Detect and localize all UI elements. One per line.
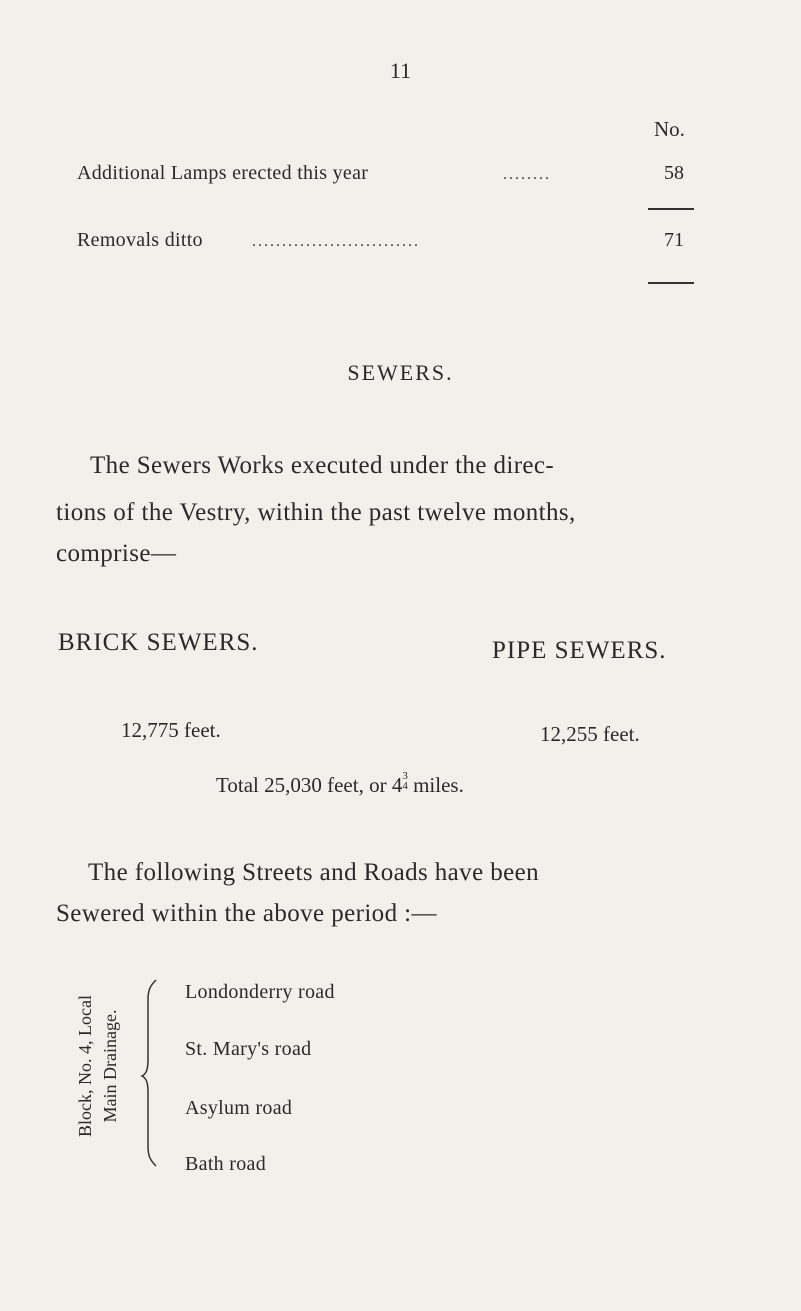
lamps-column-header: No. bbox=[654, 117, 685, 141]
brick-sewers-length: 12,775 feet. bbox=[121, 718, 221, 742]
intro-paragraph-line-1: The Sewers Works executed under the direc- bbox=[90, 452, 555, 479]
fraction-denominator: 4 bbox=[402, 780, 408, 792]
total-line bbox=[216, 771, 464, 798]
fraction-numerator: 3 bbox=[402, 770, 408, 782]
total-prefix: Total 25,030 feet, or 4 bbox=[216, 773, 403, 797]
lamps-row-value-removals: 71 bbox=[664, 229, 684, 251]
section-heading: SEWERS. bbox=[347, 360, 454, 385]
total-suffix: miles. bbox=[407, 773, 464, 797]
block-label-line-2: Main Drainage. bbox=[100, 1009, 120, 1123]
lamps-row-value-additional: 58 bbox=[664, 162, 684, 184]
streets-paragraph-line-2: Sewered within the above period :— bbox=[56, 900, 437, 927]
lamps-row-label-removals: Removals ditto bbox=[77, 229, 203, 251]
street-item: Londonderry road bbox=[185, 981, 335, 1003]
intro-paragraph-line-2: tions of the Vestry, within the past twelve months, bbox=[56, 499, 576, 526]
table-rule bbox=[648, 282, 694, 284]
streets-paragraph-line-1: The following Streets and Roads have been bbox=[88, 859, 540, 886]
pipe-sewers-heading: PIPE SEWERS. bbox=[492, 637, 667, 664]
page-number: 11 bbox=[389, 58, 412, 83]
table-rule bbox=[648, 208, 694, 210]
block-label bbox=[73, 955, 133, 1177]
lamps-row-dots-additional: ........ bbox=[503, 166, 551, 183]
street-item: Asylum road bbox=[185, 1097, 293, 1119]
lamps-row-label-additional: Additional Lamps erected this year bbox=[77, 162, 369, 184]
curly-brace-icon bbox=[140, 978, 160, 1168]
lamps-row-dots-removals: ............................ bbox=[252, 233, 420, 250]
street-item: Bath road bbox=[185, 1153, 267, 1175]
brick-sewers-heading: BRICK SEWERS. bbox=[58, 629, 259, 656]
pipe-sewers-length: 12,255 feet. bbox=[540, 722, 640, 746]
street-item: St. Mary's road bbox=[185, 1038, 312, 1060]
intro-paragraph-line-3: comprise— bbox=[56, 540, 177, 567]
block-label-line-1: Block, No. 4, Local bbox=[75, 995, 95, 1137]
